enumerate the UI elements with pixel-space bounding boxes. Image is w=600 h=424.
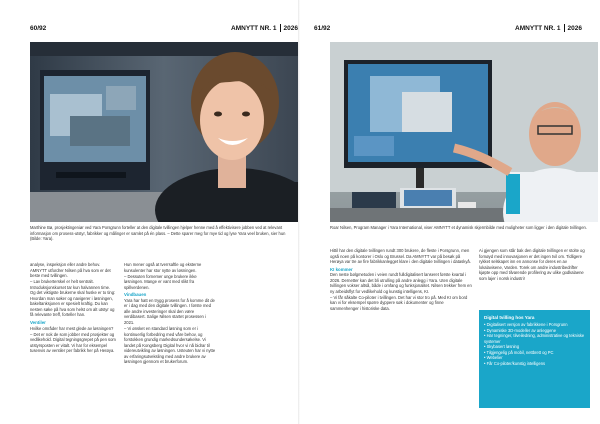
paragraph: Hun mener også at tverrsaftle og eksterne kunsulenter har stor nytte av løsningen. — [124, 262, 202, 273]
photo-marthine-bo — [30, 42, 298, 222]
publication-name: AMNYTT NR. 1 2026 — [515, 24, 582, 32]
paragraph: Yara har hatt en trygg prosess for å komme dit de er i dag med den digitale tvillingen. I første med alle andre investeringer skal den være verdibasert. Salige Nilsen startet prosessen i 2021. — [124, 297, 215, 325]
paragraph: Ai gjengen som står bak den digitale tvillingen er stolte og fornøyd med innovasjonen er det ingen tvil om. Tidligere rykket selskapet inn en annonse for deres en av lokalavisene, Varden. Torek om andre industribedrifter kjøpte opp med tilvarende profilering av ulike godkalaene som lajer i norsk industri! — [479, 248, 585, 281]
list-item: • Tilgjengelig på mobil, nettbrett og PC — [484, 350, 585, 356]
list-item: • Dynamiske 3D-modeller av anleggene — [484, 328, 585, 334]
right-page — [300, 0, 600, 424]
page-number: 60/92 — [30, 24, 47, 32]
subheading-ki-kommer: KI kommer — [330, 266, 353, 272]
photo-roar-nilsen — [330, 42, 598, 222]
paragraph: – Lav brukerterskel er helt sentralt. Introduksjonskurset tar kun halvannen time. Og det viktigste brukerne skal huske er to ting: Hvordan man søker og navigerer i løsningen, bakeltanksjonen er spesielt kraftig. Du kan nesten søke på hva som helst om alt utstyr og få relevante treff, forteller han. — [30, 279, 116, 318]
list-item: • Har tegninger, tilveiledning, administrative og tekniske systemer — [484, 333, 585, 344]
fact-box-digital-tvilling — [479, 310, 590, 408]
paragraph: – Vi får såkalte Co-piloter i tvillingen. Det har vi stor tro på. Med KI om bord kan vi for eksempel spørre dyppere søk i dokumenter og finne sammenhenger i historiske data. — [330, 294, 468, 311]
paragraph: – Dessuten fornemer unge brukere ikke løsningen. Mange er vant med slikt fra spillverdenen. — [124, 273, 197, 290]
list-item: • Webelier — [484, 355, 585, 361]
fact-box-list — [484, 322, 585, 366]
left-page-header — [30, 22, 298, 34]
photo-woman-illustration — [30, 42, 298, 222]
right-column-2 — [479, 248, 590, 282]
paragraph: Den neste bølgmetoden i veien rundt fulldigitalisert lanseret første kvartal i 2026. Dernetter kan det bli utrulling på andre anlegg i Yara. Uten digitale tvillingen vokser altså, både i omfang og funksjonalitet. Nilsen trekker frem en ny arbeidsflyt for vedlikehold og kunstig intelligens, KI. — [330, 272, 472, 294]
fact-box-title: Digital tvilling hos Yara — [484, 315, 535, 320]
photo-man-illustration — [330, 42, 598, 222]
paragraph: – Vi ønsket en standard løsning som er i kontinuerlig forbedring med våre behov, og forstokken grundig markedsundersøkelse. Vi landet på Kongsberg Digital hvor vi nå bidrar til videreutvikling av løsningen. Usteuten har vi nytte av erfaringsutveksling med andre brukere av løsningen gjennom et brukerforum. — [124, 326, 216, 365]
list-item: • Skybasert løsning — [484, 344, 585, 350]
photo-caption-right: Roar Nilsen, Program Manager i Yara International, viser AMNYTT et dynamisk skjermbilde med muligheter som ligger i den digitale tvillingen. — [330, 225, 587, 230]
page-number: 61/92 — [314, 24, 331, 32]
subheading-vindbauen: Vindbauen — [124, 292, 147, 298]
photo-caption-left: Marthine Bø, prosjektingeniør ved Yara Porsgrunn forteller at den digitale tvillingen hjelper henne med å effektivisere jobben ved at relevant informasjon om prosess-utstyr, fabrikker og målinger er samlet på én plass. – Dette sparer meg for mye tid og ​​lyse Yara veel bruken, sier hun (Bilde: Yara). — [30, 225, 286, 242]
paragraph: – Det er nok de som jobber med prosjekter og vedlikehold. Digital tegningsgrepet på pen som utstyrsposten er vitalt. Vi har for eksempel tusenvis av ventiler per fabrikk her på Herøya. — [30, 331, 116, 354]
subheading-ventiler: Ventiler — [30, 319, 46, 325]
paragraph: Hittil har den digitale tvillingen rundt 300 brukere, de fleste i Porsgrunn, men også noen på kontorer i Oslo og Brussel. Da AMNYTT var på besøk på Herøya var tre av fire fabrikkanlegget klare i den digitale tvillingen i dataskyå. — [330, 248, 471, 265]
header-divider — [280, 24, 281, 32]
list-item: • Får Co-piloter/kunstig intelligens — [484, 361, 585, 367]
left-column-2 — [124, 262, 216, 365]
right-column-1 — [330, 248, 472, 312]
paragraph: analyse, inspeksjon eller andre behov. AMNYTT utfordrer Nilsen på hva som er det beste med tvillingen. — [30, 262, 111, 279]
left-column-1 — [30, 262, 116, 354]
header-divider — [564, 24, 565, 32]
right-page-header — [314, 22, 582, 34]
paragraph: Hvilke områder har mest glede av løsningen? — [30, 325, 114, 331]
publication-name: AMNYTT NR. 1 2026 — [231, 24, 298, 32]
list-item: • Digitalisert versjon av fabrikkene i Porsgrunn — [484, 322, 585, 328]
